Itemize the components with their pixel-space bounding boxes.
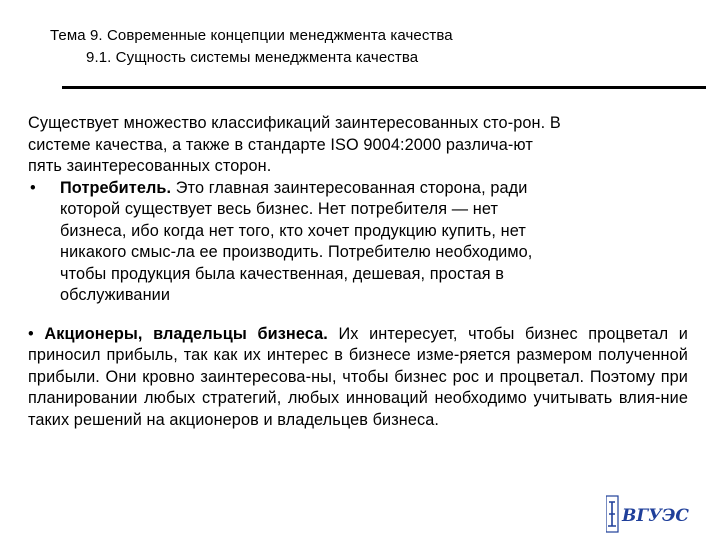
bullet-consumer-line-4: никакого смыс-ла ее производить. Потребителю необходимо, <box>60 243 533 261</box>
intro-line-1: Существует множество классификаций заинтересованных сто-рон. В <box>28 114 561 132</box>
subtopic-title: 9.1. Сущность системы менеджмента качества <box>86 49 419 66</box>
bullet-consumer-text <box>60 178 688 307</box>
intro-line-2: системе качества, а также в стандарте ISO 9004:2000 различа-ют <box>28 135 533 154</box>
bullet-consumer-line-1: Это главная заинтересованная сторона, ради <box>171 178 528 197</box>
slide-body <box>28 113 688 431</box>
logo-text: ВГУЭС <box>622 506 689 526</box>
logo-emblem-figure <box>608 502 616 526</box>
bullet-shareholders-term: Акционеры, владельцы бизнеса. <box>44 324 328 343</box>
bullet-consumer <box>28 178 688 307</box>
divider-line <box>62 86 706 89</box>
bullet-shareholders <box>28 324 688 432</box>
bullet-consumer-line-6: обслуживании <box>60 286 171 304</box>
bullet-consumer-line-2: которой существует весь бизнес. Нет потребителя — нет <box>60 200 498 218</box>
intro-line-3: пять заинтересованных сторон. <box>28 157 272 175</box>
bullet-marker: • <box>28 324 34 343</box>
bullet-consumer-line-3: бизнеса, ибо когда нет того, кто хочет продукцию купить, нет <box>60 221 526 240</box>
university-logo-icon <box>606 494 696 534</box>
bullet-shareholders-text: Их интересует, чтобы бизнес процветал и приносил прибыль, так как их интерес в бизнесе изме-ряется размером полученной прибыли. Они кровно заинтересова-ны, чтобы бизнес рос и процветал. Поэтому при планировании любых стратегий, любых инноваций необходимо учитывать влия-ние таких решений на акционеров и владельцев бизнеса. <box>28 324 688 429</box>
bullet-consumer-line-5: чтобы продукция была качественная, дешевая, простая в <box>60 264 505 283</box>
bullet-consumer-term: Потребитель. <box>60 178 172 197</box>
bullet-marker: • <box>30 178 36 197</box>
intro-paragraph <box>28 113 688 178</box>
topic-title: Тема 9. Современные концепции менеджмента качества <box>50 27 453 44</box>
